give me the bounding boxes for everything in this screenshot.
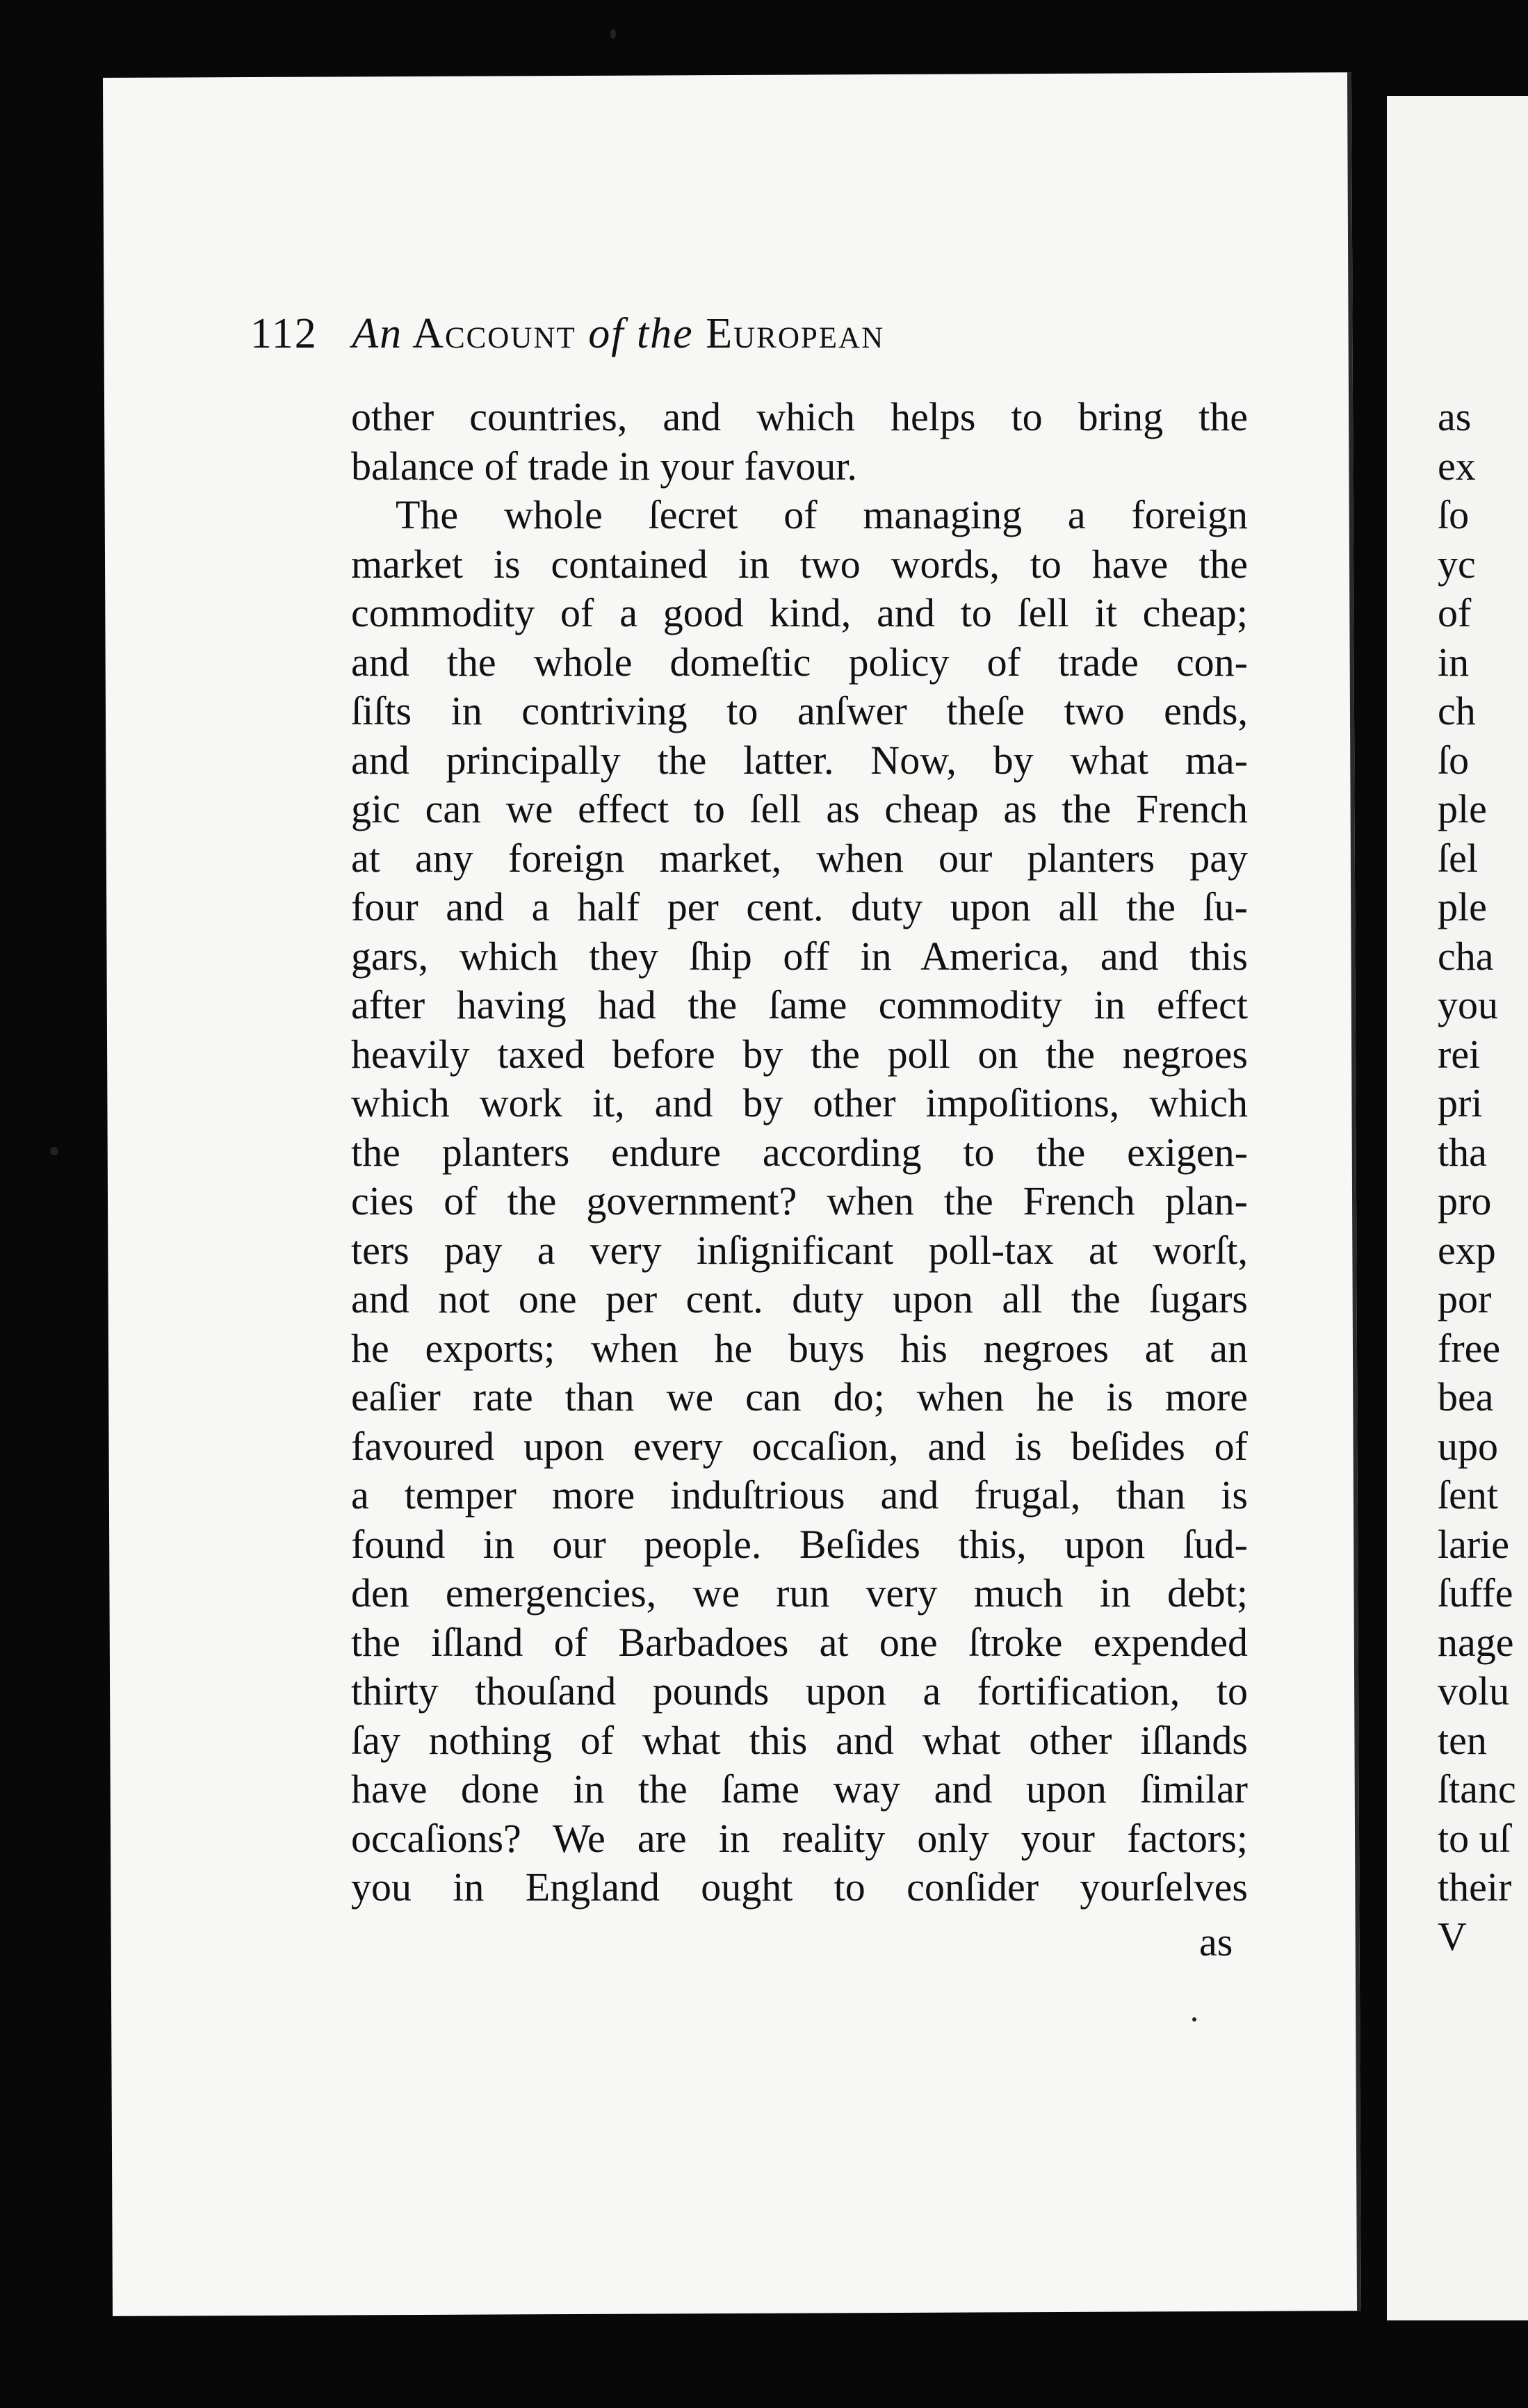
right-fragment: tha xyxy=(1438,1129,1487,1175)
right-fragment: ſo xyxy=(1438,492,1470,537)
text-line: have done in the ſame way and upon ſimilar xyxy=(351,1766,1248,1812)
text-line: and not one per cent. duty upon all the ſugars xyxy=(351,1276,1248,1321)
text-line: found in our people. Beſides this, upon ſud- xyxy=(351,1521,1248,1567)
right-fragment: their xyxy=(1438,1864,1512,1910)
right-fragment: yc xyxy=(1438,541,1476,587)
right-fragment: ple xyxy=(1438,884,1487,929)
right-fragment: ch xyxy=(1438,688,1476,733)
right-fragment: ten xyxy=(1438,1717,1487,1763)
text-line: thirty thouſand pounds upon a fortification, to xyxy=(351,1668,1248,1714)
text-line: ters pay a very inſignificant poll-tax at worſt, xyxy=(351,1227,1248,1273)
text-line: after having had the ſame commodity in effect xyxy=(351,982,1248,1027)
catchword: as xyxy=(1199,1919,1233,1964)
text-line: gic can we effect to ſell as cheap as the French xyxy=(351,786,1248,831)
running-title-mid: of the xyxy=(588,310,694,357)
text-line: occaſions? We are in reality only your factors; xyxy=(351,1815,1248,1861)
text-line: favoured upon every occaſion, and is beſides of xyxy=(351,1423,1248,1469)
text-line: eaſier rate than we can do; when he is more xyxy=(351,1374,1248,1419)
right-fragment: cha xyxy=(1438,933,1494,979)
right-fragment: ſtanc xyxy=(1438,1766,1516,1812)
dust-speck xyxy=(50,1147,58,1155)
right-fragment: ex xyxy=(1438,443,1476,489)
right-fragment: ple xyxy=(1438,786,1487,831)
text-line: the iſland of Barbadoes at one ſtroke expended xyxy=(351,1619,1248,1665)
text-line: which work it, and by other impoſitions, which xyxy=(351,1080,1248,1125)
text-line: heavily taxed before by the poll on the negroes xyxy=(351,1031,1248,1077)
text-line: market is contained in two words, to have the xyxy=(351,541,1248,587)
right-fragment: in xyxy=(1438,639,1470,685)
right-fragment: ſuffe xyxy=(1438,1570,1513,1616)
text-line: den emergencies, we run very much in debt; xyxy=(351,1570,1248,1616)
right-fragment: you xyxy=(1438,982,1498,1027)
right-fragment: por xyxy=(1438,1276,1492,1321)
right-fragment: to uſ xyxy=(1438,1815,1511,1861)
body-text xyxy=(351,393,1248,1912)
text-line: cies of the government? when the French plan- xyxy=(351,1178,1248,1223)
text-line: other countries, and which helps to bring the xyxy=(351,394,1248,439)
text-line: ſiſts in contriving to anſwer theſe two ends, xyxy=(351,688,1248,733)
right-fragment: rei xyxy=(1438,1031,1481,1077)
right-fragment: free xyxy=(1438,1325,1501,1371)
text-line: at any foreign market, when our planters pay xyxy=(351,835,1248,881)
text-line: gars, which they ſhip off in America, and this xyxy=(351,933,1248,979)
text-line: you in England ought to conſider yourſelves xyxy=(351,1864,1248,1910)
running-title-pre: An xyxy=(352,310,403,357)
right-fragment: pri xyxy=(1438,1080,1483,1125)
running-title xyxy=(352,310,884,357)
right-fragment: bea xyxy=(1438,1374,1494,1419)
right-fragment: of xyxy=(1438,590,1472,635)
text-line: ſay nothing of what this and what other iſlands xyxy=(351,1717,1248,1763)
running-title-word2: European xyxy=(706,310,885,357)
running-head xyxy=(250,309,1224,372)
text-line: The whole ſecret of managing a foreign xyxy=(396,492,1248,537)
text-line: and the whole domeſtic policy of trade con- xyxy=(351,639,1248,685)
right-fragment: volu xyxy=(1438,1668,1510,1714)
dust-speck xyxy=(610,29,616,39)
text-line: commodity of a good kind, and to ſell it cheap; xyxy=(351,590,1248,635)
page-number: 112 xyxy=(250,310,318,357)
text-line: he exports; when he buys his negroes at an xyxy=(351,1325,1248,1371)
right-fragment: exp xyxy=(1438,1227,1496,1273)
text-line: the planters endure according to the exigen- xyxy=(351,1129,1248,1175)
text-line: a temper more induſtrious and frugal, than is xyxy=(351,1472,1248,1518)
text-line: balance of trade in your favour. xyxy=(351,443,857,489)
right-fragment: as xyxy=(1438,394,1472,439)
right-fragment: pro xyxy=(1438,1178,1492,1223)
right-fragment: V xyxy=(1438,1913,1467,1959)
right-fragment: upo xyxy=(1438,1423,1498,1469)
running-title-word1: Account xyxy=(412,310,576,357)
right-fragment: ſent xyxy=(1438,1472,1498,1518)
right-fragment: ſo xyxy=(1438,737,1470,783)
right-fragment: larie xyxy=(1438,1521,1510,1567)
right-page-text-fragments xyxy=(1438,393,1528,1961)
text-line: and principally the latter. Now, by what ma- xyxy=(351,737,1248,783)
right-fragment: nage xyxy=(1438,1619,1514,1665)
right-fragment: ſel xyxy=(1438,835,1478,881)
dust-speck xyxy=(1192,2017,1196,2021)
text-line: four and a half per cent. duty upon all the ſu- xyxy=(351,884,1248,929)
